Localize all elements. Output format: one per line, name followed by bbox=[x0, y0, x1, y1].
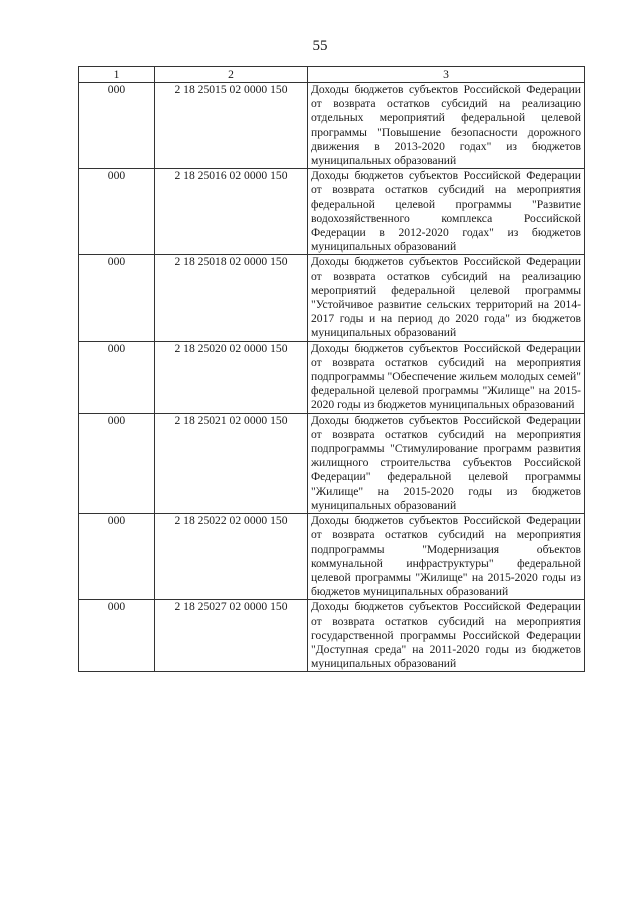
kbk-code-cell: 2 18 25020 02 0000 150 bbox=[155, 341, 308, 413]
table-row bbox=[79, 169, 585, 255]
table-row bbox=[79, 413, 585, 513]
description-cell: Доходы бюджетов субъектов Российской Федерации от возврата остатков субсидий на реализацию отдельных мероприятий федеральной целевой программы "Повышение безопасности дорожного движения в 2013-2020 годах" из бюджетов муниципальных образований bbox=[308, 83, 585, 169]
kbk-code-cell: 2 18 25021 02 0000 150 bbox=[155, 413, 308, 513]
admin-code-cell: 000 bbox=[79, 255, 155, 341]
admin-code-cell: 000 bbox=[79, 600, 155, 672]
kbk-code-cell: 2 18 25018 02 0000 150 bbox=[155, 255, 308, 341]
kbk-code-cell: 2 18 25027 02 0000 150 bbox=[155, 600, 308, 672]
admin-code-cell: 000 bbox=[79, 169, 155, 255]
table-row bbox=[79, 514, 585, 600]
description-cell: Доходы бюджетов субъектов Российской Федерации от возврата остатков субсидий на мероприятия государственной программы Российской Федерации "Доступная среда" на 2011-2020 годы из бюджетов муниципальных образований bbox=[308, 600, 585, 672]
admin-code-cell: 000 bbox=[79, 341, 155, 413]
column-header-3: 3 bbox=[308, 67, 585, 83]
page-number: 55 bbox=[312, 38, 328, 54]
description-cell: Доходы бюджетов субъектов Российской Федерации от возврата остатков субсидий на реализацию мероприятий федеральной целевой программы "Устойчивое развитие сельских территорий на 2014-2017 годы и на период до 2020 года" из бюджетов муниципальных образований bbox=[308, 255, 585, 341]
kbk-code-cell: 2 18 25016 02 0000 150 bbox=[155, 169, 308, 255]
admin-code-cell: 000 bbox=[79, 514, 155, 600]
kbk-code-cell: 2 18 25022 02 0000 150 bbox=[155, 514, 308, 600]
column-header-1: 1 bbox=[79, 67, 155, 83]
description-cell: Доходы бюджетов субъектов Российской Федерации от возврата остатков субсидий на мероприятия подпрограммы "Стимулирование программ развития жилищного строительства субъектов Российской Федерации" федеральной целевой программы "Жилище" на 2015-2020 годы из бюджетов муниципальных образований bbox=[308, 413, 585, 513]
description-cell: Доходы бюджетов субъектов Российской Федерации от возврата остатков субсидий на мероприятия подпрограммы "Модернизация объектов коммунальной инфраструктуры" федеральной целевой программы "Жилище" на 2015-2020 годы из бюджетов муниципальных образований bbox=[308, 514, 585, 600]
description-cell: Доходы бюджетов субъектов Российской Федерации от возврата остатков субсидий на мероприятия федеральной целевой программы "Развитие водохозяйственного комплекса Российской Федерации в 2012-2020 годах" из бюджетов муниципальных образований bbox=[308, 169, 585, 255]
table-row bbox=[79, 83, 585, 169]
table-row bbox=[79, 600, 585, 672]
table-row bbox=[79, 341, 585, 413]
kbk-code-cell: 2 18 25015 02 0000 150 bbox=[155, 83, 308, 169]
description-cell: Доходы бюджетов субъектов Российской Федерации от возврата остатков субсидий на мероприятия подпрограммы "Обеспечение жильем молодых семей" федеральной целевой программы "Жилище" на 2015-2020 годы из бюджетов муниципальных образований bbox=[308, 341, 585, 413]
table-row bbox=[79, 255, 585, 341]
table-header-row bbox=[79, 67, 585, 83]
budget-revenue-table bbox=[78, 66, 585, 672]
column-header-2: 2 bbox=[155, 67, 308, 83]
admin-code-cell: 000 bbox=[79, 83, 155, 169]
admin-code-cell: 000 bbox=[79, 413, 155, 513]
